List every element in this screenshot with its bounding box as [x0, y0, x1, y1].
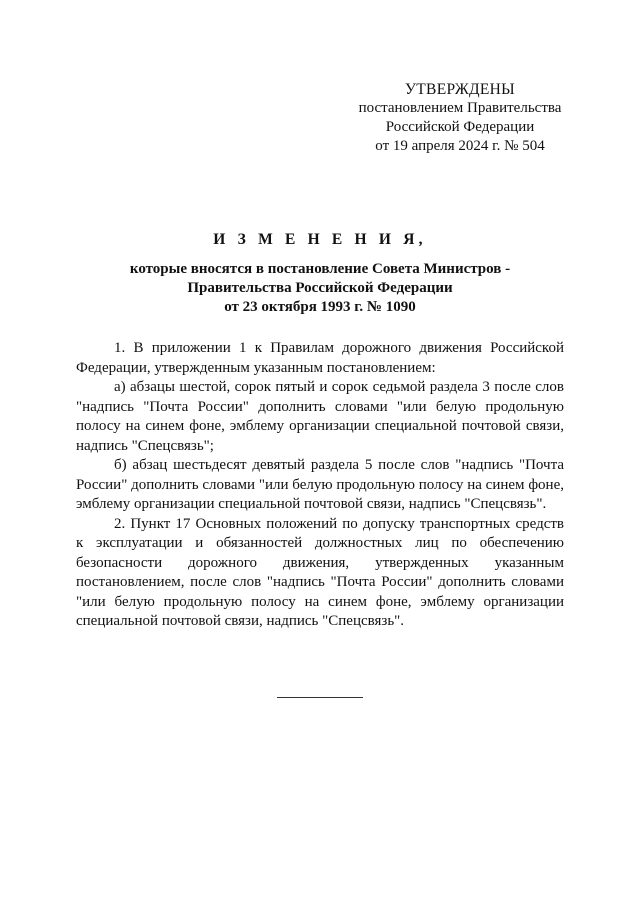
approval-line-2: Российской Федерации: [385, 119, 535, 135]
paragraph: 1. В приложении 1 к Правилам дорожного движения Российской Федерации, утвержденным указанным постановлением:: [76, 340, 564, 376]
paragraph: б) абзац шестьдесят девятый раздела 5 после слов "надпись "Почта России" дополнить словами "или белую продольную полосу на синем фоне, эмблему организации специальной почтовой связи, надпись "Спецсвязь".: [76, 457, 564, 512]
approval-line-3: от 19 апреля 2024 г. № 504: [375, 138, 545, 154]
document-body: [76, 339, 564, 632]
title-heading: И З М Е Н Е Н И Я,: [213, 231, 427, 248]
paragraph: 2. Пункт 17 Основных положений по допуску транспортных средств к эксплуатации и обязанностей должностных лиц по обеспечению безопасности дорожного движения, утвержденных указанным постановлением, после слов "надпись "Почта России" дополнить словами "или белую продольную полосу на синем фоне, эмблему организации специальной почтовой связи, надпись "Спецсвязь".: [76, 515, 564, 629]
title-line-2: Правительства Российской Федерации: [187, 280, 453, 296]
end-separator-line: [277, 697, 363, 698]
title-line-3: от 23 октября 1993 г. № 1090: [224, 299, 416, 315]
document-title: [76, 230, 564, 317]
title-line-1: которые вносятся в постановление Совета Министров -: [129, 261, 511, 277]
paragraph: а) абзацы шестой, сорок пятый и сорок седьмой раздела 3 после слов "надпись "Почта России" дополнить словами "или белую продольную полосу на синем фоне, эмблему организации специальной почтовой связи, надпись "Спецсвязь";: [76, 379, 564, 454]
approval-stamp: [340, 80, 580, 156]
approval-word: УТВЕРЖДЕНЫ: [405, 81, 515, 98]
approval-line-1: постановлением Правительства: [358, 100, 562, 116]
